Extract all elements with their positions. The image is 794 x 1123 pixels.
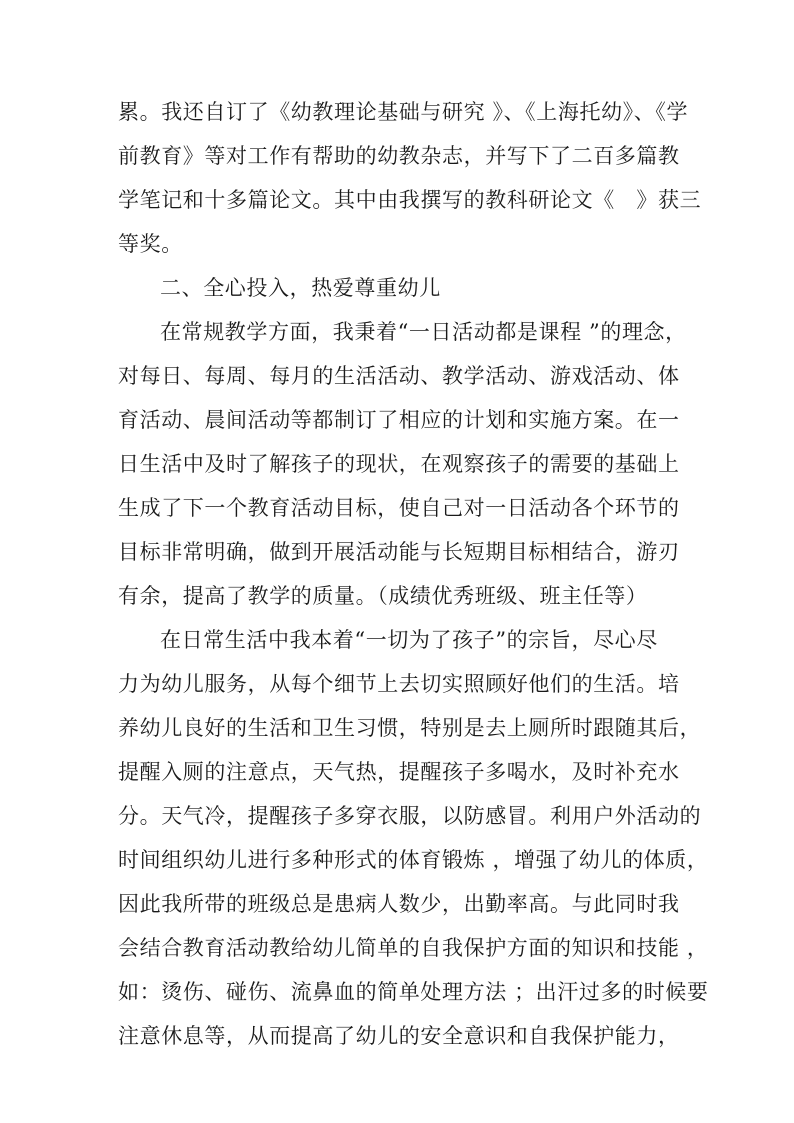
text-line: 对每日、每周、每月的生活活动、教学活动、游戏活动、体 — [118, 364, 680, 388]
text-line: 因此我所带的班级总是患病人数少，出勤率高。与此同时我 — [118, 892, 680, 916]
text-line: 在日常生活中我本着“一切为了孩子”的宗旨，尽心尽 — [160, 628, 658, 652]
text-line: 生成了下一个教育活动目标，使自己对一日活动各个环节的 — [118, 496, 680, 520]
text-line: 如：烫伤、碰伤、流鼻血的简单处理方法 ；出汗过多的时候要 — [118, 980, 709, 1004]
text-line: 等奖。 — [118, 232, 183, 256]
text-line: 分。天气冷，提醒孩子多穿衣服，以防感冒。利用户外活动的 — [118, 804, 702, 828]
text-line: 会结合教育活动教给幼儿简单的自我保护方面的知识和技能 ， — [118, 936, 709, 960]
text-line: 有余，提高了教学的质量。（成绩优秀班级、班主任等） — [118, 584, 648, 608]
text-line: 在常规教学方面，我秉着“一日活动都是课程 ”的理念， — [160, 320, 687, 344]
text-line: 学笔记和十多篇论文。其中由我撰写的教科研论文《 》获三 — [118, 188, 702, 212]
text-line: 前教育》等对工作有帮助的幼教杂志，并写下了二百多篇教 — [118, 144, 680, 168]
text-line: 日生活中及时了解孩子的现状，在观察孩子的需要的基础上 — [118, 452, 680, 476]
text-line: 累。我还自订了《幼教理论基础与研究 》、《上海托幼》、《学 — [118, 100, 689, 124]
text-line: 目标非常明确，做到开展活动能与长短期目标相结合，游刃 — [118, 540, 680, 564]
text-line: 养幼儿良好的生活和卫生习惯，特别是去上厕所时跟随其后， — [118, 716, 702, 740]
section-heading: 二、全心投入，热爱尊重幼儿 — [160, 276, 441, 300]
text-line: 时间组织幼儿进行多种形式的体育锻炼 ，增强了幼儿的体质， — [118, 848, 709, 872]
text-line: 注意休息等，从而提高了幼儿的安全意识和自我保护能力， — [118, 1024, 680, 1048]
text-line: 力为幼儿服务，从每个细节上去切实照顾好他们的生活。培 — [118, 672, 680, 696]
text-line: 提醒入厕的注意点，天气热，提醒孩子多喝水，及时补充水 — [118, 760, 680, 784]
text-line: 育活动、晨间活动等都制订了相应的计划和实施方案。在一 — [118, 408, 680, 432]
